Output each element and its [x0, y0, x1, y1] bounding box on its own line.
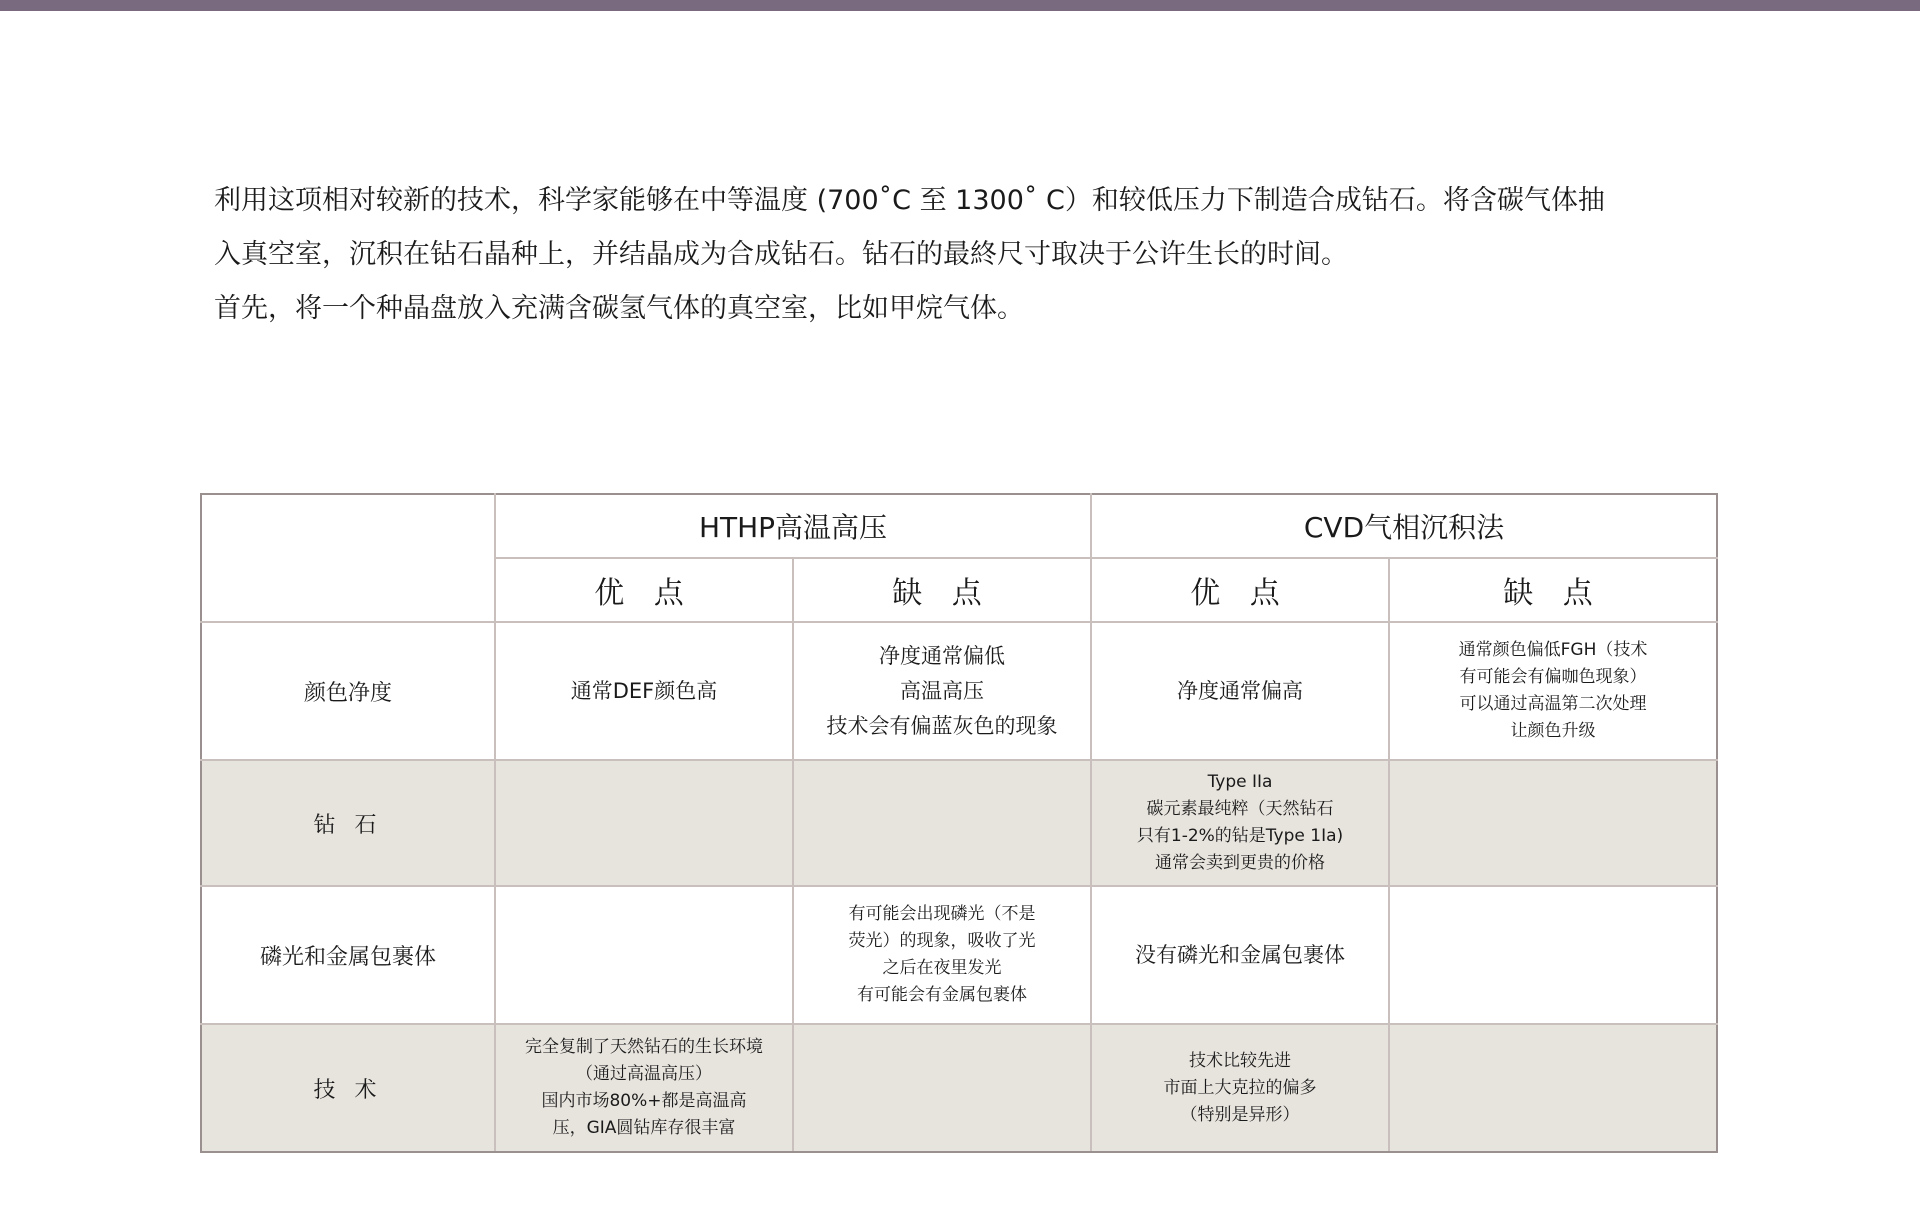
table-cell [495, 622, 793, 760]
row-label: 技 术 [201, 1024, 495, 1152]
cvd-cons-header: 缺 点 [1389, 558, 1717, 622]
table-cell [1389, 760, 1717, 886]
cell-line: 高温高压 [900, 678, 984, 703]
intro-paragraph-2: 首先，将一个种晶盘放入充满含碳氢气体的真空室，比如甲烷气体。 [214, 293, 1024, 324]
cell-line: 碳元素最纯粹（天然钻石 [1146, 799, 1334, 819]
hthp-pros-header: 优 点 [495, 558, 793, 622]
cell-line: 通常颜色偏低FGH（技术 [1458, 640, 1648, 660]
top-accent-bar [0, 0, 1920, 11]
cell-line: （通过高温高压） [576, 1064, 712, 1084]
cell-line: 技术会有偏蓝灰色的现象 [826, 713, 1058, 738]
cell-line: 国内市场80%+都是高温高 [541, 1091, 747, 1111]
cell-line: 可以通过高温第二次处理 [1459, 694, 1647, 714]
table-cell [1091, 1024, 1389, 1152]
table-cell [495, 760, 793, 886]
row-label: 钻 石 [201, 760, 495, 886]
cell-line: 完全复制了天然钻石的生长环境 [525, 1037, 763, 1057]
cell-line: 净度通常偏低 [879, 643, 1005, 668]
table-cell [793, 622, 1091, 760]
cell-line: 之后在夜里发光 [882, 958, 1002, 978]
cell-line: 有可能会出现磷光（不是 [848, 904, 1036, 924]
table-cell [1091, 760, 1389, 886]
comparison-table [200, 493, 1718, 1153]
cell-line: 让颜色升级 [1510, 721, 1596, 741]
intro-paragraph-1-line-2: 入真空室，沉积在钻石晶种上，并结晶成为合成钻石。钻石的最終尺寸取决于公许生长的时间。 [214, 239, 1348, 270]
row-label: 颜色净度 [201, 622, 495, 760]
cell-line: 净度通常偏高 [1177, 678, 1304, 703]
hthp-method-header: HTHP高温高压 [495, 494, 1091, 558]
table-row-diamond [201, 760, 1717, 886]
cell-line: 通常会卖到更贵的价格 [1155, 853, 1326, 873]
cell-line: （特别是异形） [1180, 1104, 1300, 1125]
cell-line: 没有磷光和金属包裹体 [1135, 942, 1346, 967]
cell-line: 市面上大克拉的偏多 [1163, 1077, 1317, 1098]
table-cell [793, 760, 1091, 886]
table-row-technology [201, 1024, 1717, 1152]
cell-line: 压，GIA圆钻库存很丰富 [552, 1118, 736, 1138]
cell-line: Type IIa [1207, 772, 1273, 792]
table-cell [1389, 622, 1717, 760]
table-cell [1091, 886, 1389, 1024]
cell-line: 只有1-2%的钻是Type 1Ia) [1136, 826, 1344, 846]
table-cell [1091, 622, 1389, 760]
table-cell [495, 1024, 793, 1152]
table-row-phosphorescence [201, 886, 1717, 1024]
table-cell [793, 886, 1091, 1024]
cell-line: 荧光）的现象，吸收了光 [848, 931, 1036, 951]
table-cell [793, 1024, 1091, 1152]
cell-line: 技术比较先进 [1189, 1050, 1292, 1071]
table-row-color-clarity [201, 622, 1717, 760]
row-label: 磷光和金属包裹体 [201, 886, 495, 1024]
cell-line: 有可能会有金属包裹体 [857, 985, 1027, 1005]
cell-line: 有可能会有偏咖色现象） [1459, 667, 1647, 687]
table-cell [1389, 886, 1717, 1024]
table-cell [1389, 1024, 1717, 1152]
cvd-method-header: CVD气相沉积法 [1091, 494, 1717, 558]
cvd-pros-header: 优 点 [1091, 558, 1389, 622]
intro-text [214, 174, 1734, 336]
hthp-cons-header: 缺 点 [793, 558, 1091, 622]
intro-paragraph-1-line-1: 利用这项相对较新的技术，科学家能够在中等温度 (700˚C 至 1300˚ C）和较低压力下制造合成钻石。将含碳气体抽 [214, 185, 1605, 216]
table-cell [495, 886, 793, 1024]
corner-header-cell [201, 494, 495, 622]
cell-line: 通常DEF颜色高 [570, 678, 718, 703]
